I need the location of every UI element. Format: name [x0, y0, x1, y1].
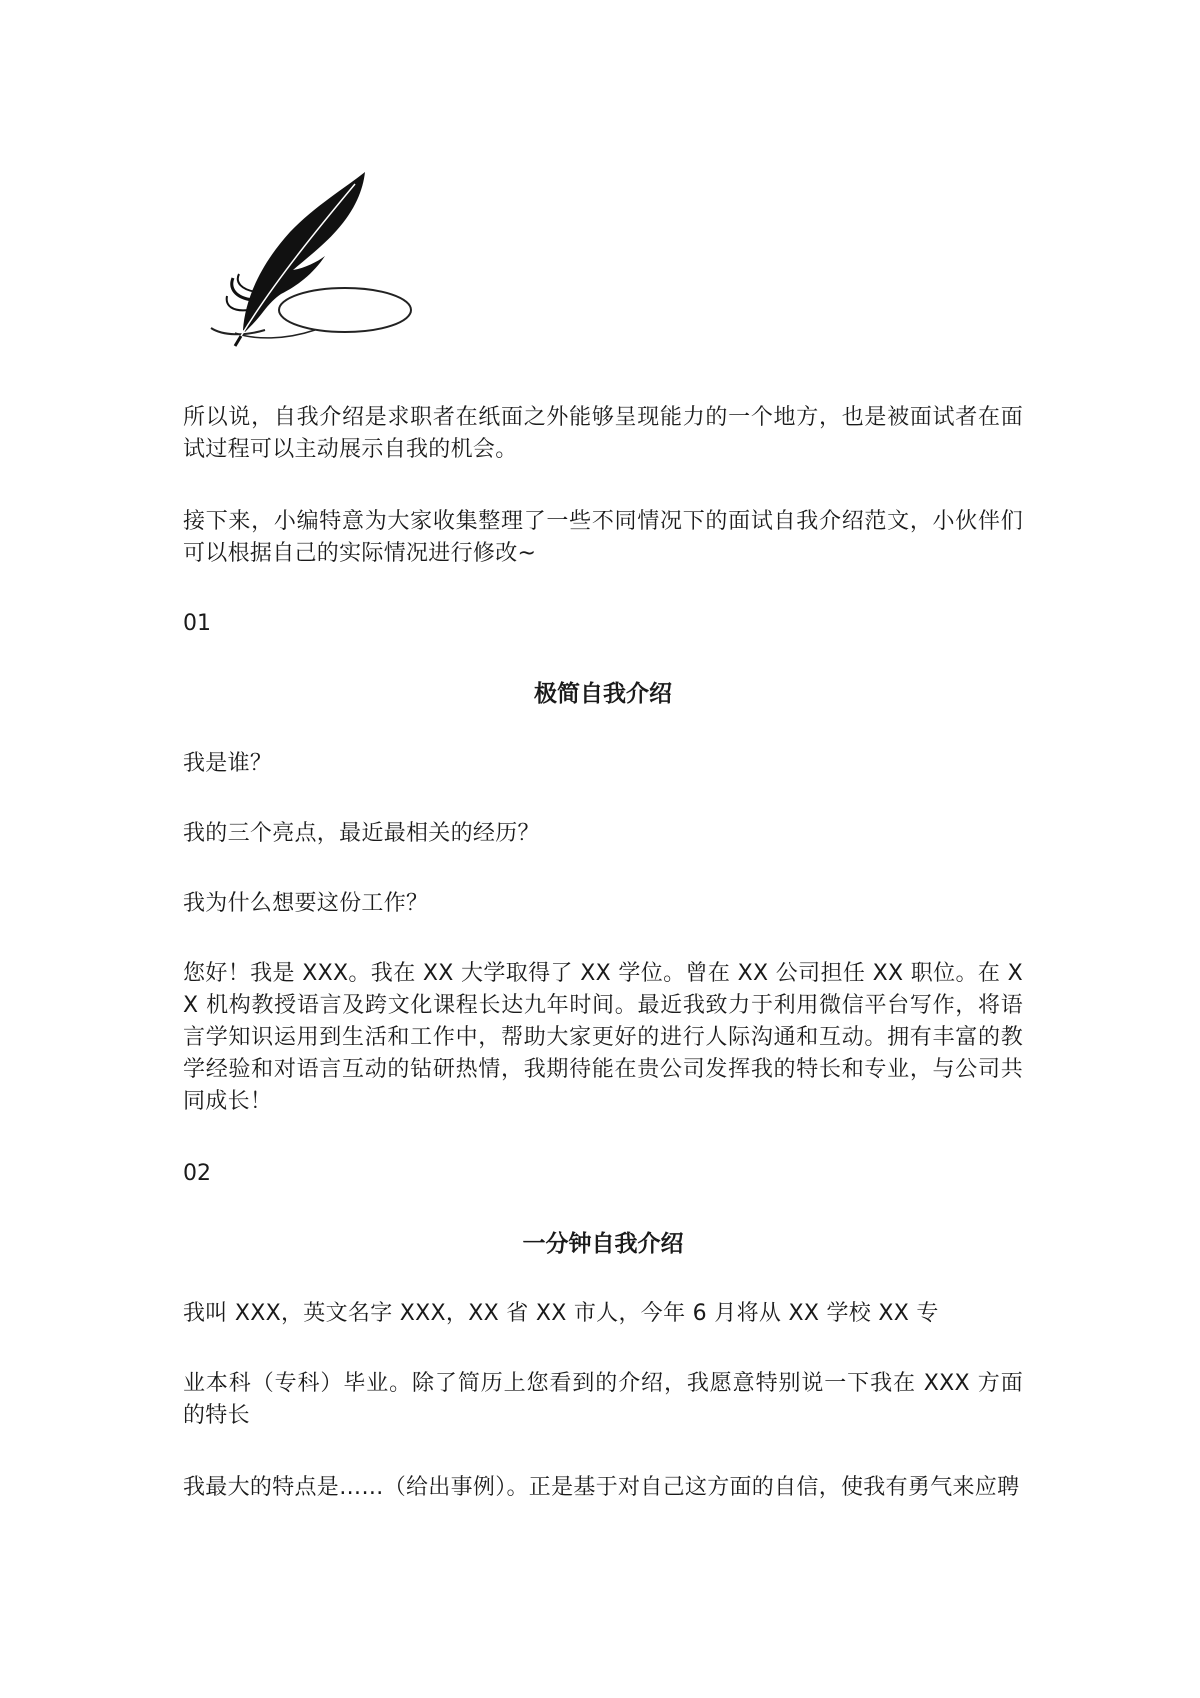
question-who: 我是谁？ — [183, 751, 273, 776]
article-body — [183, 402, 1023, 1504]
one-minute-paragraph-1: 我叫 XXX，英文名字 XXX，XX 省 XX 市人，今年 6 月将从 XX 学校 XX 专 — [183, 1301, 939, 1326]
intro-paragraph-1: 所以说，自我介绍是求职者在纸面之外能够呈现能力的一个地方，也是被面试者在面试过程可以主动展示自我的机会。 — [183, 405, 1023, 462]
section-number-1: 01 — [183, 611, 211, 636]
question-highlights: 我的三个亮点，最近最相关的经历？ — [183, 821, 540, 846]
question-why: 我为什么想要这份工作？ — [183, 891, 429, 916]
quill-pen-icon — [205, 170, 415, 355]
example-paragraph: 您好！我是 XXX。我在 XX 大学取得了 XX 学位。曾在 XX 公司担任 XX 职位。在 XX 机构教授语言及跨文化课程长达九年时间。最近我致力于利用微信平台写作，将语言学知识运用到生活和工作中，帮助大家更好的进行人际沟通和互动。拥有丰富的教学经验和对语言互动的钻研热情，我期待能在贵公司发挥我的特长和专业，与公司共同成长！ — [183, 961, 1023, 1114]
one-minute-paragraph-2: 业本科（专科）毕业。除了简历上您看到的介绍，我愿意特别说一下我在 XXX 方面的特长 — [183, 1371, 1023, 1428]
section-title-2: 一分钟自我介绍 — [522, 1231, 684, 1257]
intro-paragraph-2: 接下来，小编特意为大家收集整理了一些不同情况下的面试自我介绍范文，小伙伴们可以根据自己的实际情况进行修改~ — [183, 509, 1023, 566]
one-minute-paragraph-3: 我最大的特点是……（给出事例）。正是基于对自己这方面的自信，使我有勇气来应聘 — [183, 1475, 1020, 1500]
section-number-2: 02 — [183, 1161, 211, 1186]
section-title-1: 极简自我介绍 — [534, 681, 672, 707]
